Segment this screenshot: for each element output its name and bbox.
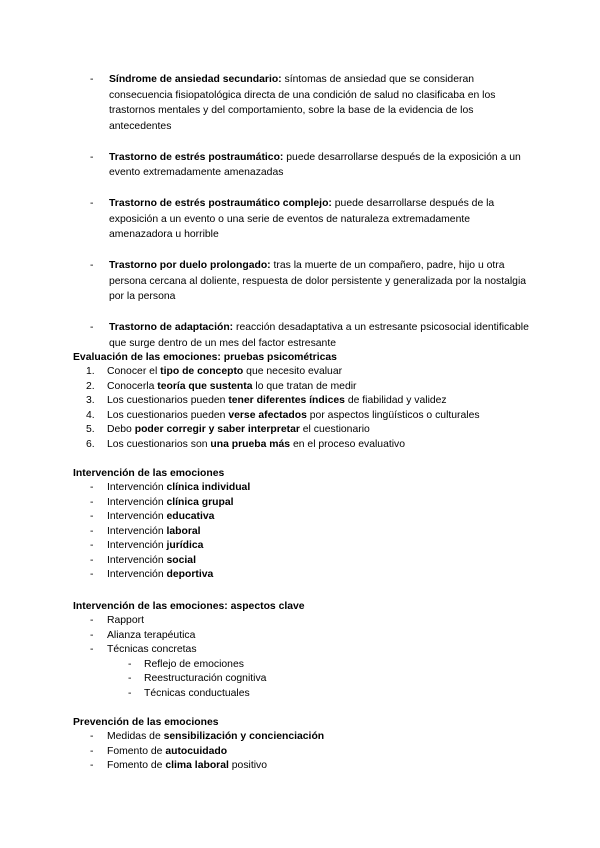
list-dash: - (90, 525, 94, 537)
list-item (73, 423, 533, 438)
list-dash: - (128, 658, 132, 670)
prevention-list (73, 730, 533, 774)
list-item (73, 568, 533, 583)
sub-list-item (73, 658, 533, 673)
list-dash: - (90, 260, 94, 271)
item-text: Intervención (107, 511, 167, 522)
definition-term: Trastorno de estrés postraumático complejo: (109, 198, 332, 209)
evaluation-heading: Evaluación de las emociones: pruebas psicométricas (73, 352, 337, 363)
key-aspects-heading: Intervención de las emociones: aspectos clave (73, 601, 305, 612)
prevention-heading: Prevención de las emociones (73, 717, 219, 728)
definition-item (90, 150, 530, 181)
intervention-section (73, 466, 533, 583)
item-text: Intervención (107, 569, 167, 580)
item-text: lo que tratan de medir (252, 380, 357, 392)
list-dash: - (90, 745, 94, 757)
list-dash: - (90, 644, 94, 655)
list-dash: - (90, 151, 94, 163)
item-bold-text: poder corregir y saber interpretar (134, 424, 300, 435)
intervention-list (73, 481, 533, 583)
list-item (73, 554, 533, 569)
list-dash: - (90, 760, 94, 771)
item-text: que necesito evaluar (243, 366, 343, 377)
item-bold-text: jurídica (166, 540, 204, 551)
item-text: Reflejo de emociones (144, 658, 244, 670)
item-bold-text: laboral (166, 525, 201, 537)
item-text: Intervención (107, 482, 167, 493)
item-text: Técnicas conductuales (144, 687, 250, 699)
definition-term: Trastorno por duelo prolongado: (109, 260, 271, 271)
definition-term: Trastorno de estrés postraumático: (109, 151, 284, 163)
item-number: 1. (86, 366, 95, 377)
definition-text: tras la muerte de un compañero, padre, hijo u otra persona cercana al doliente, respuesta de dolor persistente y generalizada por la nostalgia por la persona (109, 260, 527, 302)
item-text: Los cuestionarios pueden (107, 395, 229, 406)
definition-term: Trastorno de adaptación: (109, 322, 234, 333)
item-text: Reestructuración cognitiva (144, 673, 267, 684)
item-bold-text: verse afectados (228, 409, 307, 421)
list-item (73, 629, 533, 644)
list-item (73, 745, 533, 760)
item-text: Alianza terapéutica (107, 629, 196, 641)
list-item (73, 496, 533, 511)
item-bold-text: deportiva (166, 569, 214, 580)
list-dash: - (90, 482, 94, 493)
list-dash: - (90, 511, 94, 522)
list-item (73, 730, 533, 745)
list-dash: - (128, 673, 132, 684)
item-bold-text: tipo de concepto (160, 366, 244, 377)
list-item (73, 759, 533, 774)
item-text: por aspectos lingüísticos o culturales (306, 409, 480, 421)
item-text: Los cuestionarios son (107, 438, 211, 450)
evaluation-section (73, 350, 533, 452)
item-text: Técnicas concretas (107, 644, 197, 655)
item-bold-text: clima laboral (165, 760, 229, 771)
list-item (73, 525, 533, 540)
item-bold-text: sensibilización y concienciación (163, 731, 325, 742)
item-number: 2. (86, 380, 95, 392)
definition-item (90, 320, 530, 351)
list-dash: - (90, 554, 94, 566)
list-item (73, 481, 533, 496)
item-bold-text: educativa (166, 511, 215, 522)
item-text: Fomento de (107, 760, 166, 771)
list-dash: - (90, 322, 94, 333)
list-item (73, 510, 533, 525)
item-bold-text: autocuidado (165, 745, 228, 757)
list-item (73, 365, 533, 380)
key-aspects-section (73, 599, 533, 701)
item-text: Intervención (107, 525, 167, 537)
list-item (73, 380, 533, 395)
sub-list-item (73, 687, 533, 702)
evaluation-list (73, 365, 533, 452)
item-number: 4. (86, 409, 95, 421)
item-text: Intervención (107, 496, 167, 508)
item-number: 6. (86, 438, 95, 450)
intervention-heading: Intervención de las emociones (73, 468, 225, 479)
item-number: 5. (86, 424, 95, 435)
item-text: el cuestionario (299, 424, 370, 435)
definition-text: puede desarrollarse después de la exposición a un evento extremadamente amenazadas (109, 151, 521, 178)
item-bold-text: tener diferentes índices (228, 395, 345, 406)
list-dash: - (90, 540, 94, 551)
item-text: de fiabilidad y validez (344, 395, 447, 406)
item-bold-text: social (166, 554, 196, 566)
list-dash: - (90, 615, 94, 626)
list-item (73, 539, 533, 554)
list-dash: - (90, 74, 94, 85)
item-text: Rapport (107, 615, 144, 626)
item-bold-text: clínica grupal (166, 496, 234, 508)
item-text: Intervención (107, 540, 167, 551)
sub-list-item (73, 672, 533, 687)
definition-term: Síndrome de ansiedad secundario: (109, 74, 282, 85)
definition-item (90, 196, 530, 243)
list-item (73, 409, 533, 424)
list-dash: - (90, 198, 94, 209)
definition-text: puede desarrollarse después de la exposición a un evento o una serie de eventos de naturaleza extremadamente amenazadora u horrible (109, 198, 495, 240)
list-dash: - (128, 687, 132, 699)
item-text: Medidas de (107, 731, 164, 742)
list-dash: - (90, 731, 94, 742)
item-text: Los cuestionarios pueden (107, 409, 229, 421)
item-text: Intervención (107, 554, 167, 566)
item-bold-text: una prueba más (210, 438, 291, 450)
list-dash: - (90, 496, 94, 508)
disorder-definition-list (90, 72, 530, 367)
item-text: Fomento de (107, 745, 166, 757)
definition-text: síntomas de ansiedad que se consideran consecuencia fisiopatológica directa de una condición de salud no clasificaba en los trastornos mentales y del comportamiento, sobre la base de la evidencia de los antecedentes (109, 74, 496, 132)
item-number: 3. (86, 395, 95, 406)
list-item (73, 614, 533, 629)
list-dash: - (90, 569, 94, 580)
definition-text: reacción desadaptativa a un estresante psicosocial identificable que surge dentro de un mes del factor estresante (109, 322, 529, 349)
item-text: Conocer el (107, 366, 161, 377)
key-aspects-list (73, 614, 533, 701)
list-dash: - (90, 629, 94, 641)
definition-item (90, 72, 530, 134)
list-item (73, 394, 533, 409)
prevention-section (73, 715, 533, 774)
definition-item (90, 258, 530, 305)
item-text: positivo (228, 760, 267, 771)
item-text: Debo (107, 424, 135, 435)
item-text: en el proceso evaluativo (290, 438, 406, 450)
list-item (73, 438, 533, 453)
item-text: Conocerla (107, 380, 158, 392)
item-bold-text: clínica individual (166, 482, 251, 493)
item-bold-text: teoría que sustenta (157, 380, 253, 392)
list-item (73, 643, 533, 658)
